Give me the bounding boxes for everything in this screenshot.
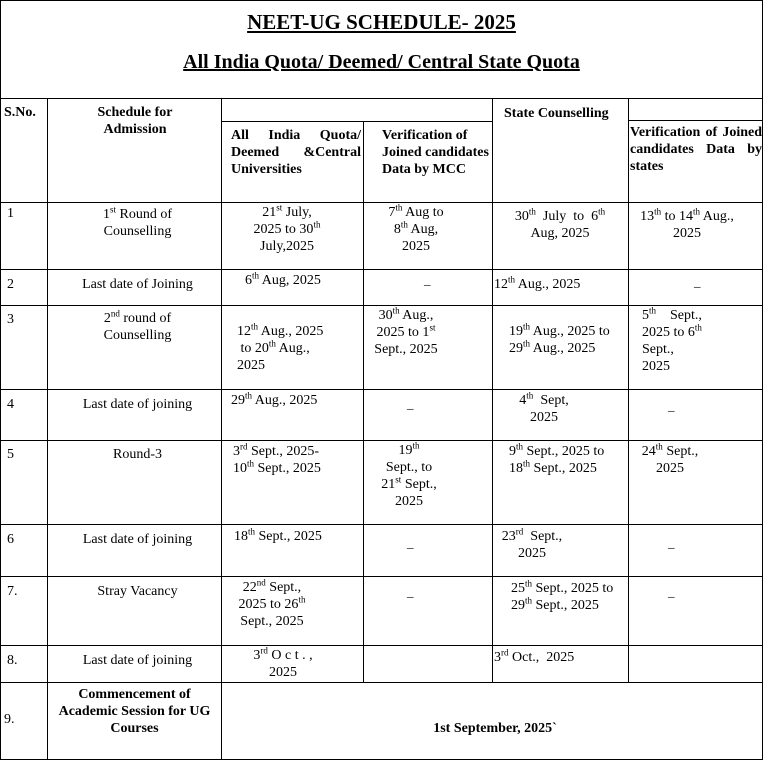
col-border	[221, 98, 222, 760]
row7-sno: 7.	[7, 584, 18, 599]
row7-state: 25th Sept., 2025 to 29th Sept., 2025	[511, 578, 614, 613]
col-border	[363, 121, 364, 682]
col-border	[492, 98, 493, 682]
document-title: NEET-UG SCHEDULE- 2025	[247, 10, 516, 34]
row6-schedule: Last date of joining	[82, 532, 193, 547]
table-top-border	[0, 98, 763, 99]
row-border	[0, 682, 763, 683]
row6-state: 23rd Sept., 2025	[501, 526, 563, 561]
row2-sno: 2	[7, 277, 14, 292]
row5-state: 9th Sept., 2025 to 18th Sept., 2025	[509, 441, 605, 476]
row4-aiq: 29th Aug., 2025	[231, 390, 318, 408]
row-border	[0, 389, 763, 390]
row1-sno: 1	[7, 206, 14, 221]
row6-sno: 6	[7, 532, 14, 547]
row7-mcc: _	[407, 584, 414, 599]
col-border	[628, 98, 629, 682]
row5-mcc: 19th Sept., to 21st Sept., 2025	[381, 440, 437, 509]
row5-sno: 5	[7, 447, 14, 462]
row1-state: 30th July to 6th Aug, 2025	[514, 206, 606, 241]
header-verify-mcc: Verification of Joined candidates Data by MCC	[382, 128, 489, 177]
row1-vstate: 13th to 14th Aug., 2025	[640, 206, 734, 241]
row4-schedule: Last date of joining	[82, 397, 193, 412]
header-state: State Counselling	[504, 106, 609, 121]
row2-mcc: _	[424, 272, 431, 287]
row2-aiq: 6th Aug, 2025	[245, 270, 321, 288]
row4-vstate: _	[668, 398, 675, 413]
row5-vstate: 24th Sept., 2025	[641, 441, 699, 476]
row8-state: 3rd Oct., 2025	[494, 647, 575, 665]
header-aiq: All India Quota/ Deemed &Central Universities	[231, 128, 361, 177]
row3-schedule: 2nd round of Counselling	[103, 308, 172, 343]
row3-vstate: 5th Sept., 2025 to 6th Sept., 2025	[642, 305, 702, 374]
row5-schedule: Round-3	[113, 447, 162, 462]
row7-aiq: 22nd Sept., 2025 to 26th Sept., 2025	[238, 577, 306, 629]
row1-aiq: 21st July, 2025 to 30th July,2025	[253, 202, 321, 254]
col-border	[47, 98, 48, 760]
row6-vstate: _	[668, 535, 675, 550]
header-verify-state: Verification of Joined candidates Data by states	[630, 125, 762, 174]
row8-sno: 8.	[7, 653, 18, 668]
row3-sno: 3	[7, 312, 14, 327]
row-border	[0, 524, 763, 525]
row8-schedule: Last date of joining	[82, 653, 193, 668]
row6-aiq: 18th Sept., 2025	[234, 526, 322, 544]
row4-state: 4th Sept, 2025	[519, 390, 569, 425]
subheader-border	[222, 121, 492, 122]
row3-aiq: 12th Aug., 2025 to 20th Aug., 2025	[237, 321, 324, 373]
row-border	[0, 645, 763, 646]
row-border	[0, 202, 763, 203]
document-subtitle: All India Quota/ Deemed/ Central State Quota	[183, 51, 580, 73]
row6-mcc: _	[407, 535, 414, 550]
row3-state: 19th Aug., 2025 to 29th Aug., 2025	[509, 321, 610, 356]
row4-mcc: _	[407, 396, 414, 411]
row7-schedule: Stray Vacancy	[97, 584, 178, 599]
row-border	[0, 269, 763, 270]
row7-vstate: _	[668, 584, 675, 599]
row8-aiq: 3rd O c t . , 2025	[253, 645, 313, 680]
header-sno: S.No.	[4, 105, 36, 120]
header-schedule: Schedule for Admission	[97, 105, 173, 137]
row4-sno: 4	[7, 397, 14, 412]
row9-schedule: Commencement of Academic Session for UG Courses	[58, 687, 211, 736]
row-border	[0, 440, 763, 441]
row1-schedule: 1st Round of Counselling	[102, 204, 172, 239]
row2-vstate: _	[694, 274, 701, 289]
row9-sno: 9.	[4, 712, 15, 727]
row-border	[0, 576, 763, 577]
row3-mcc: 30th Aug., 2025 to 1st Sept., 2025	[374, 305, 438, 357]
row1-mcc: 7th Aug to 8th Aug, 2025	[388, 202, 444, 254]
subheader-border-right	[628, 120, 763, 121]
row2-schedule: Last date of Joining	[82, 277, 193, 292]
row2-state: 12th Aug., 2025	[494, 274, 581, 292]
row9-academic-session-date: 1st September, 2025`	[433, 721, 557, 736]
row5-aiq: 3rd Sept., 2025- 10th Sept., 2025	[233, 441, 321, 476]
